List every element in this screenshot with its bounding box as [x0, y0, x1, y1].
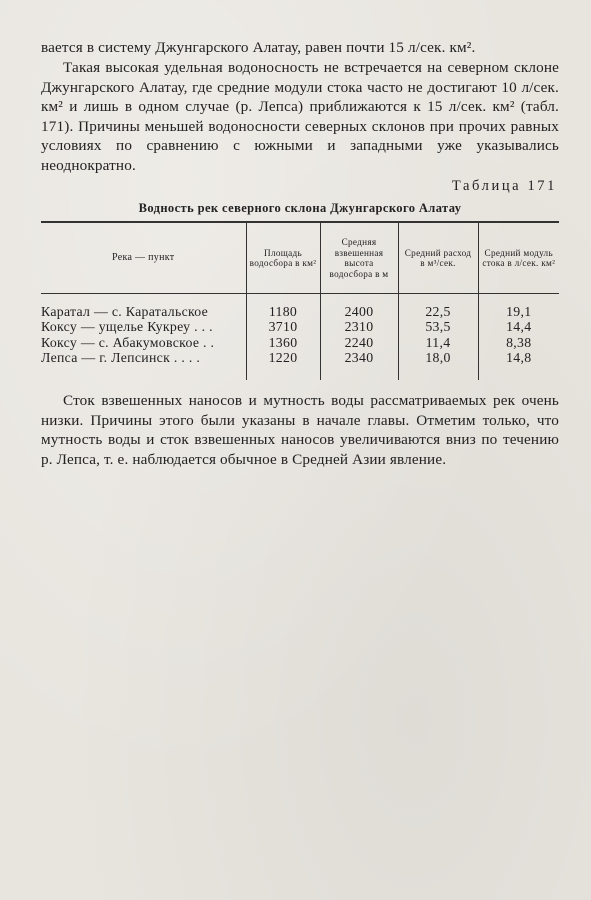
height-cell: 2240 [320, 335, 398, 350]
modulus-cell: 14,4 [478, 319, 559, 334]
modulus-cell: 8,38 [478, 335, 559, 350]
height-cell: 2400 [320, 294, 398, 320]
table-title: Водность рек северного склона Джунгарского Алатау [138, 201, 462, 215]
modulus-cell: 19,1 [478, 294, 559, 320]
discharge-cell: 11,4 [398, 335, 478, 350]
header-area: Площадь водосбора в км² [246, 222, 320, 294]
river-cell: Лепса — г. Лепсинск . . . . [41, 350, 201, 366]
table-header-row [41, 222, 559, 294]
table-label: Таблица 171 [451, 178, 557, 194]
area-cell: 3710 [246, 319, 320, 334]
discharge-cell: 22,5 [398, 294, 478, 320]
height-cell: 2340 [320, 350, 398, 379]
river-cell: Каратал — с. Каратальское [41, 304, 209, 319]
discharge-cell: 53,5 [398, 319, 478, 334]
discharge-cell: 18,0 [398, 350, 478, 379]
river-cell: Коксу — ущелье Кукреу . . . [41, 319, 213, 335]
table-row [41, 350, 559, 379]
header-river: Река — пункт [41, 222, 246, 294]
header-discharge: Средний расход в м³/сек. [398, 222, 478, 294]
height-cell: 2310 [320, 319, 398, 334]
paragraph-2: Такая высокая удельная водоносность не встречается на северном склоне Джунгарского Алатау, где средние модули стока часто не достигают 10 л/сек. км² и лишь в одном случае (р. Лепса) приближаются к 15 л/сек. км² (табл. 171). Причины меньшей водоносности северных склонов при прочих равных условиях по сравнению с южными и западными уже указывались неоднократно. [41, 59, 559, 174]
header-height: Средняя взвешенная высота водосбора в м [320, 222, 398, 294]
area-cell: 1180 [246, 294, 320, 320]
modulus-cell: 14,8 [478, 350, 559, 379]
paragraph-3: Сток взвешенных наносов и мутность воды рассматриваемых рек очень низки. Причины этого были указаны в начале главы. Отметим только, что мутность воды и сток взвешенных наносов увеличиваются вниз по течению р. Лепса, т. е. наблюдается обычное в Средней Азии явление. [41, 392, 559, 468]
table-row [41, 335, 559, 350]
area-cell: 1220 [246, 350, 320, 379]
table-row [41, 294, 559, 320]
river-cell: Коксу — с. Абакумовское . . [41, 334, 215, 350]
header-modulus: Средний модуль стока в л/сек. км² [478, 222, 559, 294]
data-table [41, 221, 559, 380]
paragraph-1: вается в систему Джунгарского Алатау, равен почти 15 л/сек. км². [41, 39, 476, 56]
area-cell: 1360 [246, 335, 320, 350]
table-row [41, 319, 559, 334]
